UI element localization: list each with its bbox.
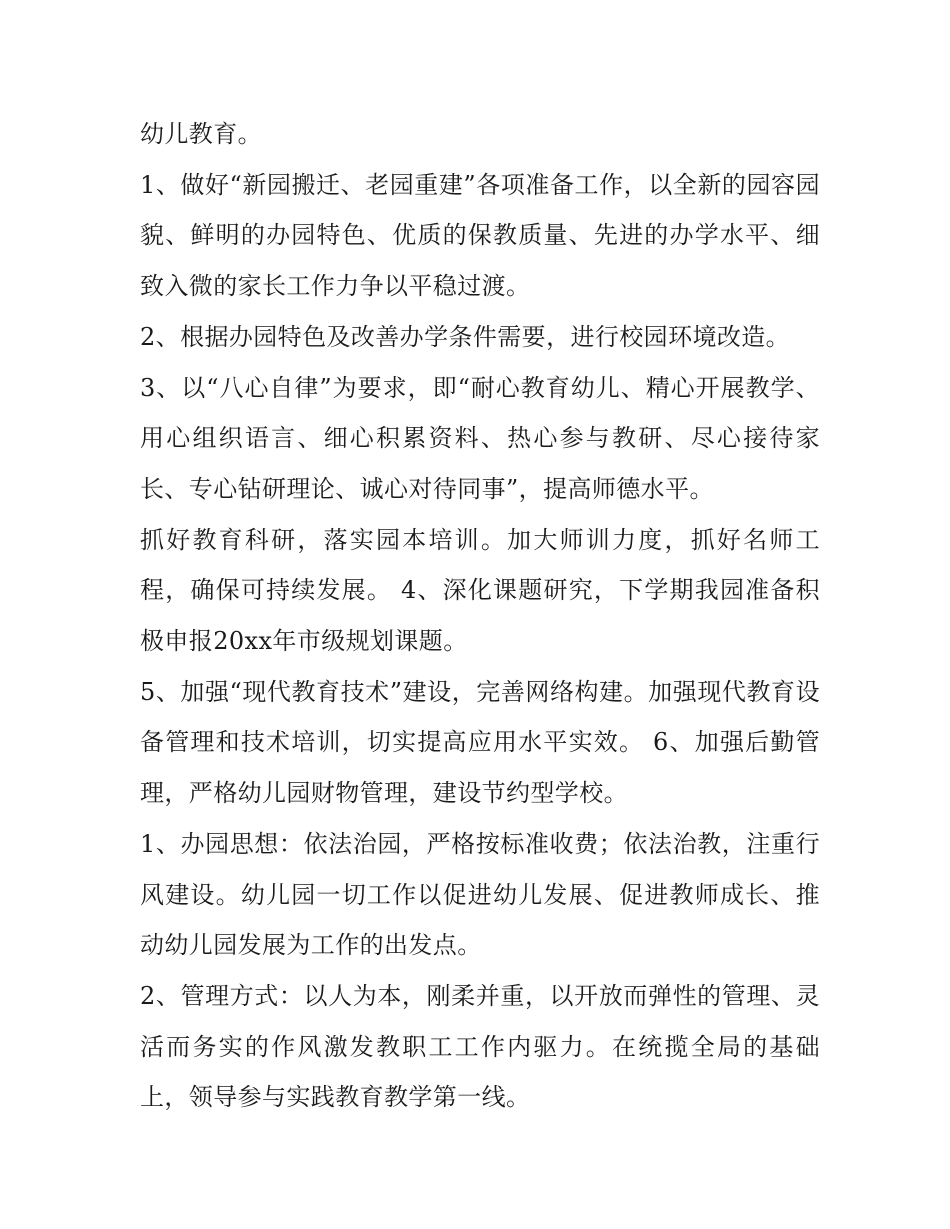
paragraph-intro-fragment: 幼儿教育。: [140, 120, 262, 148]
paragraph-management-philosophy: 1、办园思想：依法治园，严格按标准收费；依法治教，注重行风建设。幼儿园一切工作以促进幼儿发展、促进教师成长、推动幼儿园发展为工作的出发点。: [140, 829, 820, 960]
document-body: [140, 109, 820, 1123]
paragraph-management-style: 2、管理方式：以人为本，刚柔并重，以开放而弹性的管理、灵活而务实的作风激发教职工工作内驱力。在统揽全局的基础上，领导参与实践教育教学第一线。: [140, 981, 820, 1112]
paragraph-item-1-relocation: 1、做好“新园搬迁、老园重建”各项准备工作，以全新的园容园貌、鲜明的办园特色、优质的保教质量、先进的办学水平、细致入微的家长工作力争以平稳过渡。: [140, 170, 820, 301]
paragraph-item-2-environment: 2、根据办园特色及改善办学条件需要，进行校园环境改造。: [140, 322, 791, 351]
paragraph-item-5-technology: 5、加强“现代教育技术”建设，完善网络构建。加强现代教育设备管理和技术培训，切实提高应用水平实效。 6、加强后勤管理，严格幼儿园财物管理，建设节约型学校。: [140, 677, 820, 808]
paragraph-research-training: 抓好教育科研，落实园本培训。加大师训力度，抓好名师工程，确保可持续发展。 4、深化课题研究，下学期我园准备积极申报20xx年市级规划课题。: [140, 525, 820, 656]
paragraph-item-3-ethics: 3、以“八心自律”为要求，即“耐心教育幼儿、精心开展教学、用心组织语言、细心积累资料、热心参与教研、尽心接待家长、专心钻研理论、诚心对待同事”，提高师德水平。: [140, 373, 820, 503]
